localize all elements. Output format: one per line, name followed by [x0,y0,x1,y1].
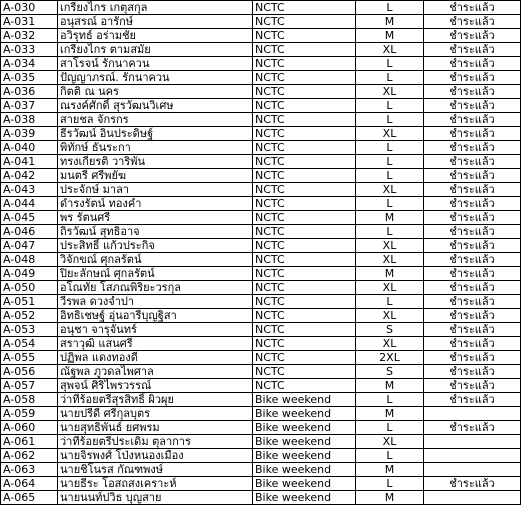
cell-id[interactable]: A-057 [1,379,58,393]
cell-name[interactable]: นายธีระ โอสถสงเคราะห์ [58,477,253,491]
cell-group[interactable]: NCTC [253,1,356,15]
cell-id[interactable]: A-038 [1,113,58,127]
cell-group[interactable]: NCTC [253,183,356,197]
table-row [1,155,521,169]
cell-size[interactable]: M [356,211,424,225]
cell-payment[interactable]: ชำระแล้ว [424,393,521,407]
table-row [1,337,521,351]
cell-payment[interactable]: ชำระแล้ว [424,197,521,211]
cell-payment[interactable]: ชำระแล้ว [424,421,521,435]
cell-name[interactable]: นายจิรพงศ์ โป่งหนองเมือง [58,449,253,463]
cell-group[interactable]: NCTC [253,253,356,267]
cell-size[interactable]: L [356,71,424,85]
cell-size[interactable]: L [356,225,424,239]
cell-group[interactable]: NCTC [253,267,356,281]
cell-payment[interactable]: ชำระแล้ว [424,141,521,155]
cell-size[interactable]: XL [356,337,424,351]
cell-name[interactable]: อนุสรณ์ อารักษ์ [58,15,253,29]
table-row [1,71,521,85]
table-row [1,211,521,225]
cell-name[interactable]: มนตรี ศรีพยัฆ [58,169,253,183]
cell-name[interactable]: ทรงเกียรติ วาริพัน [58,155,253,169]
cell-name[interactable]: วิจักขณ์ ศุกลรัตน์ [58,253,253,267]
cell-size[interactable]: L [356,169,424,183]
cell-id[interactable]: A-041 [1,155,58,169]
cell-group[interactable]: NCTC [253,211,356,225]
cell-payment[interactable] [424,435,521,449]
cell-payment[interactable] [424,463,521,477]
cell-size[interactable]: M [356,463,424,477]
table-row [1,477,521,491]
cell-group[interactable]: NCTC [253,379,356,393]
cell-payment[interactable]: ชำระแล้ว [424,113,521,127]
table-row [1,365,521,379]
cell-payment[interactable]: ชำระแล้ว [424,183,521,197]
table-row [1,239,521,253]
cell-payment[interactable]: ชำระแล้ว [424,295,521,309]
cell-name[interactable]: ปัญญาภรณ์. รักนาควน [58,71,253,85]
cell-id[interactable]: A-062 [1,449,58,463]
cell-name[interactable]: ประสิทธิ์ แก้วประกิจ [58,239,253,253]
cell-id[interactable]: A-052 [1,309,58,323]
cell-id[interactable]: A-044 [1,197,58,211]
cell-name[interactable]: ณรงค์ศักดิ์ สุรวัฒนวิเศษ [58,99,253,113]
cell-name[interactable]: ธีรวัฒน์ อินประดิษฐ์ [58,127,253,141]
cell-name[interactable]: เกรียงไกร เกตุสกุล [58,1,253,15]
cell-name[interactable]: ปิยะลักษณ์ ศุกลรัตน์ [58,267,253,281]
cell-id[interactable]: A-048 [1,253,58,267]
cell-size[interactable]: M [356,29,424,43]
cell-name[interactable]: สาโรจน์ รักนาควน [58,57,253,71]
table-row [1,141,521,155]
cell-name[interactable]: วีรพล ดวงจำปา [58,295,253,309]
cell-group[interactable]: NCTC [253,29,356,43]
table-row [1,491,521,505]
table-row [1,1,521,15]
cell-id[interactable]: A-031 [1,15,58,29]
cell-size[interactable]: L [356,57,424,71]
cell-group[interactable]: NCTC [253,155,356,169]
cell-id[interactable]: A-033 [1,43,58,57]
cell-size[interactable]: L [356,1,424,15]
cell-id[interactable]: A-058 [1,393,58,407]
cell-payment[interactable] [424,491,521,505]
table-row [1,99,521,113]
cell-group[interactable]: NCTC [253,337,356,351]
cell-size[interactable]: XL [356,281,424,295]
cell-payment[interactable]: ชำระแล้ว [424,211,521,225]
cell-size[interactable]: L [356,295,424,309]
cell-name[interactable]: เกรียงไกร ตามสมัย [58,43,253,57]
cell-group[interactable]: Bike weekend [253,491,356,505]
cell-group[interactable]: NCTC [253,57,356,71]
cell-group[interactable]: Bike weekend [253,435,356,449]
cell-id[interactable]: A-034 [1,57,58,71]
cell-size[interactable]: XL [356,43,424,57]
cell-size[interactable]: L [356,449,424,463]
cell-name[interactable]: ประจักษ์ มาลา [58,183,253,197]
cell-name[interactable]: นายปรีดี ศรีกุลบุตร [58,407,253,421]
cell-group[interactable]: NCTC [253,43,356,57]
cell-name[interactable]: ณัฐพล ภูวดลไพศาล [58,365,253,379]
cell-name[interactable]: ปฏิพล แดงทองดี [58,351,253,365]
cell-name[interactable]: สายชล จักรกร [58,113,253,127]
table-row [1,323,521,337]
cell-name[interactable]: อนุชา จารุจันทร์ [58,323,253,337]
cell-size[interactable]: L [356,99,424,113]
cell-id[interactable]: A-064 [1,477,58,491]
cell-size[interactable]: L [356,141,424,155]
cell-payment[interactable]: ชำระแล้ว [424,43,521,57]
cell-name[interactable]: นายชิโนรส กัณฑพงษ์ [58,463,253,477]
cell-size[interactable]: XL [356,239,424,253]
cell-payment[interactable]: ชำระแล้ว [424,29,521,43]
cell-name[interactable]: สราวุฒิ แสนศรี [58,337,253,351]
cell-name[interactable]: ว่าที่ร้อยตรีสุรสิทธิ์ ผิวผุย [58,393,253,407]
cell-payment[interactable]: ชำระแล้ว [424,99,521,113]
cell-size[interactable]: L [356,477,424,491]
table-row [1,407,521,421]
cell-group[interactable]: NCTC [253,141,356,155]
cell-id[interactable]: A-035 [1,71,58,85]
cell-payment[interactable]: ชำระแล้ว [424,71,521,85]
table-row [1,463,521,477]
table-row [1,253,521,267]
table-row [1,183,521,197]
cell-id[interactable]: A-050 [1,281,58,295]
table-row [1,309,521,323]
cell-id[interactable]: A-051 [1,295,58,309]
cell-payment[interactable]: ชำระแล้ว [424,1,521,15]
cell-size[interactable]: M [356,15,424,29]
cell-size[interactable]: M [356,267,424,281]
cell-size[interactable]: S [356,365,424,379]
cell-id[interactable]: A-053 [1,323,58,337]
table-row [1,281,521,295]
cell-group[interactable]: NCTC [253,309,356,323]
cell-payment[interactable]: ชำระแล้ว [424,337,521,351]
cell-size[interactable]: S [356,323,424,337]
table-row [1,127,521,141]
cell-payment[interactable]: ชำระแล้ว [424,351,521,365]
cell-id[interactable]: A-043 [1,183,58,197]
cell-group[interactable]: NCTC [253,225,356,239]
cell-group[interactable]: NCTC [253,169,356,183]
cell-name[interactable]: อิทธิเชษฐ์ อุ่นอารีบุญฐิสา [58,309,253,323]
cell-payment[interactable]: ชำระแล้ว [424,169,521,183]
cell-payment[interactable]: ชำระแล้ว [424,239,521,253]
table-row [1,29,521,43]
cell-size[interactable]: XL [356,309,424,323]
cell-payment[interactable]: ชำระแล้ว [424,85,521,99]
cell-group[interactable]: NCTC [253,197,356,211]
table-row [1,225,521,239]
cell-name[interactable]: กิตติ ณ นคร [58,85,253,99]
cell-id[interactable]: A-054 [1,337,58,351]
cell-group[interactable]: NCTC [253,113,356,127]
cell-group[interactable]: Bike weekend [253,393,356,407]
cell-id[interactable]: A-055 [1,351,58,365]
cell-id[interactable]: A-061 [1,435,58,449]
cell-id[interactable]: A-060 [1,421,58,435]
cell-size[interactable]: L [356,393,424,407]
table-row [1,435,521,449]
cell-id[interactable]: A-059 [1,407,58,421]
table-row [1,295,521,309]
cell-size[interactable]: L [356,197,424,211]
cell-size[interactable]: L [356,155,424,169]
cell-name[interactable]: พร รัตนศรี [58,211,253,225]
cell-group[interactable]: NCTC [253,71,356,85]
cell-name[interactable]: สุพจน์ ศิริไพรวรรณ์ [58,379,253,393]
cell-group[interactable]: NCTC [253,351,356,365]
cell-size[interactable]: XL [356,127,424,141]
cell-payment[interactable] [424,449,521,463]
cell-id[interactable]: A-056 [1,365,58,379]
cell-group[interactable]: NCTC [253,323,356,337]
cell-payment[interactable]: ชำระแล้ว [424,127,521,141]
cell-payment[interactable]: ชำระแล้ว [424,323,521,337]
cell-id[interactable]: A-036 [1,85,58,99]
cell-payment[interactable] [424,407,521,421]
cell-size[interactable]: XL [356,435,424,449]
cell-id[interactable]: A-039 [1,127,58,141]
table-row [1,85,521,99]
cell-group[interactable]: Bike weekend [253,407,356,421]
cell-payment[interactable]: ชำระแล้ว [424,225,521,239]
cell-name[interactable]: ว่าที่ร้อยตรีประเดิม ตุลาการ [58,435,253,449]
cell-size[interactable]: 2XL [356,351,424,365]
cell-id[interactable]: A-030 [1,1,58,15]
cell-id[interactable]: A-049 [1,267,58,281]
cell-payment[interactable]: ชำระแล้ว [424,57,521,71]
cell-group[interactable]: NCTC [253,127,356,141]
cell-payment[interactable]: ชำระแล้ว [424,267,521,281]
table-row [1,113,521,127]
cell-size[interactable]: M [356,491,424,505]
cell-payment[interactable]: ชำระแล้ว [424,253,521,267]
cell-name[interactable]: พิทักษ์ ธันระกา [58,141,253,155]
cell-group[interactable]: Bike weekend [253,463,356,477]
table-body [1,1,521,505]
table-row [1,197,521,211]
table-row [1,43,521,57]
cell-group[interactable]: NCTC [253,99,356,113]
cell-payment[interactable]: ชำระแล้ว [424,15,521,29]
cell-payment[interactable]: ชำระแล้ว [424,281,521,295]
cell-payment[interactable]: ชำระแล้ว [424,379,521,393]
cell-name[interactable]: อโณทัย โสภณพิริยะวรกุล [58,281,253,295]
cell-size[interactable]: M [356,407,424,421]
cell-name[interactable]: ดำรงรัตน์ ทองคำ [58,197,253,211]
cell-payment[interactable]: ชำระแล้ว [424,365,521,379]
cell-size[interactable]: XL [356,85,424,99]
cell-id[interactable]: A-042 [1,169,58,183]
cell-size[interactable]: L [356,421,424,435]
cell-id[interactable]: A-045 [1,211,58,225]
cell-payment[interactable]: ชำระแล้ว [424,477,521,491]
cell-name[interactable]: อวิรุทธ์ อร่ามชัย [58,29,253,43]
cell-group[interactable]: Bike weekend [253,421,356,435]
table-row [1,393,521,407]
cell-id[interactable]: A-063 [1,463,58,477]
cell-group[interactable]: NCTC [253,239,356,253]
cell-group[interactable]: NCTC [253,281,356,295]
table-row [1,57,521,71]
table-row [1,15,521,29]
cell-payment[interactable]: ชำระแล้ว [424,155,521,169]
cell-size[interactable]: M [356,379,424,393]
table-row [1,351,521,365]
cell-name[interactable]: นายสุทธิพันธ์ ยศพรม [58,421,253,435]
table-row [1,379,521,393]
cell-group[interactable]: Bike weekend [253,449,356,463]
cell-group[interactable]: NCTC [253,15,356,29]
cell-group[interactable]: NCTC [253,365,356,379]
cell-id[interactable]: A-040 [1,141,58,155]
table-row [1,267,521,281]
cell-name[interactable]: นายนนท์ปวิธ บุญสาย [58,491,253,505]
cell-id[interactable]: A-037 [1,99,58,113]
table-row [1,449,521,463]
cell-group[interactable]: NCTC [253,295,356,309]
table-row [1,421,521,435]
cell-size[interactable]: L [356,113,424,127]
cell-group[interactable]: Bike weekend [253,477,356,491]
cell-id[interactable]: A-065 [1,491,58,505]
table-row [1,169,521,183]
cell-group[interactable]: NCTC [253,85,356,99]
cell-payment[interactable]: ชำระแล้ว [424,309,521,323]
cell-id[interactable]: A-046 [1,225,58,239]
cell-id[interactable]: A-047 [1,239,58,253]
cell-name[interactable]: ถิรวัฒน์ สุทธิอาจ [58,225,253,239]
cell-id[interactable]: A-032 [1,29,58,43]
cell-size[interactable]: XL [356,253,424,267]
cell-size[interactable]: XL [356,183,424,197]
